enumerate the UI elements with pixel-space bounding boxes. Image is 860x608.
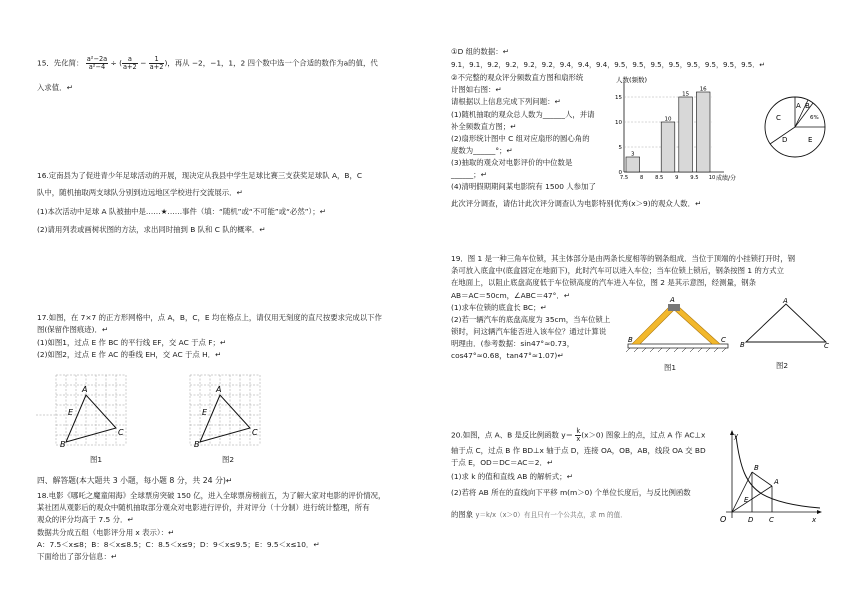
tri-pt-b: B — [740, 341, 745, 349]
hist-y-tick-label: 0 — [618, 170, 622, 176]
hist-bar-label: 15 — [682, 91, 690, 98]
q15-frac-a: $\frac{\text{a²−2a}}{\text{a²−4}}$ — [86, 55, 108, 71]
q20-pt-b: B — [754, 464, 759, 472]
q18-q1b: 补全频数直方图；↵ — [451, 122, 517, 131]
q20-line4: (1)求 k 的值和直线 AB 的解析式；↵ — [451, 472, 573, 481]
q20-pt-a: A — [774, 478, 779, 486]
lock-pt-a: A — [670, 296, 675, 304]
q18-line3: 观众的评分均高于 7.5 分．↵ — [37, 515, 134, 524]
q20-pt-o: O — [720, 515, 727, 524]
q18-q2a: (2)扇形统计图中 C 组对应扇形的圆心角的 — [451, 134, 590, 143]
q19-line3: 在地面上，以阻止底盘高度低于车位锁高度的汽车进入车位，图 2 是其示意图，经测量，钢条 — [451, 278, 757, 287]
q18-q1a: (1)随机抽取的观众总人数为______人，并请 — [451, 110, 595, 119]
fig2-pt-e: E — [202, 408, 208, 417]
lock-left-bar — [632, 306, 678, 344]
q15-frac-b: $\frac{a}{a+2}$ — [122, 55, 137, 71]
q15-line2: 入求值．↵ — [37, 83, 73, 92]
q18-d-group-title: ①D 组的数据：↵ — [451, 47, 509, 56]
q18-note2: 计图如右图：↵ — [451, 85, 502, 94]
pie-label-e: E — [808, 136, 813, 144]
hist-x-tick-label: 9.5 — [690, 175, 699, 181]
q19-line2: 条可放入底盒中(底盒固定在地面下)，此时汽车可以进入车位；当车位锁上锁后，钢条按图 1 的方式立 — [451, 266, 784, 275]
lock-ground-hatch — [626, 348, 726, 352]
q20-pt-c: C — [769, 516, 774, 524]
pie-label-b: B — [805, 102, 810, 110]
tri-pt-c: C — [824, 342, 829, 350]
q17-line2: 图(保留作图痕迹)．↵ — [37, 325, 109, 334]
hist-bar — [696, 92, 710, 172]
hist-x-tick-label: 8.5 — [655, 175, 664, 181]
q17-figure-1 — [36, 370, 166, 450]
q20-line5: (2)若将 AB 所在的直线向下平移 m(m＞0) 个单位长度后，与反比例函数 — [451, 488, 691, 497]
q18-note1: ②不完整的观众评分频数直方图和扇形统 — [451, 73, 584, 82]
lock-ground — [628, 344, 728, 348]
hist-bar — [626, 157, 640, 172]
q17-figure-2 — [180, 370, 290, 450]
q20-line6: 的图象 y＝k/x（x＞0）有且只有一个公共点，求 m 的值． — [451, 510, 627, 519]
q20-line3: 于点 E，OD＝DC＝AC＝2．↵ — [451, 458, 554, 467]
pie-label-a: A — [796, 102, 801, 110]
q17-fig2-label: 图2 — [222, 455, 235, 464]
q18-q4a: (4)清明假期期间某电影院有 1500 人参加了 — [451, 182, 596, 191]
q16-line1: 16.定南县为了促进青少年足球活动的开展，现决定从我县中学生足球比赛三支获奖足球队 A，B，C — [37, 171, 363, 180]
q18-d-group-data: 9.1，9.1，9.2，9.2，9.2，9.2，9.4，9.4，9.4，9.5，9.5，9.5，9.5，9.5，9.5，9.5，9.5．↵ — [451, 61, 766, 69]
q17-line3: (1)如图1，过点 E 作 BC 的平行线 EF，交 AC 于点 F；↵ — [37, 338, 227, 347]
section-4-heading: 四、解答题(本大题共 3 小题，每小题 8 分，共 24 分)↵ — [37, 476, 233, 485]
hist-bar — [679, 97, 693, 172]
q16-line2: 队中，随机抽取两支球队分别到边远地区学校进行交流展示．↵ — [37, 188, 243, 197]
fig2-pt-a: A — [216, 385, 222, 394]
hist-xlabel: 成绩/分 — [716, 175, 737, 182]
q20-line2: 轴于点 C，过点 B 作 BD⊥x 轴于点 D，连接 OA，OB，AB，线段 OA 交 BD — [451, 446, 706, 455]
lock-pt-b: B — [628, 336, 633, 344]
hist-bar-label: 16 — [699, 86, 707, 93]
q15-line1: 15．先化简： $\frac{\text{a²−2a}}{\text{a²−4}}$ ÷ ( $\frac{a}{a+2}$ − $\frac{1}{a+2}$ )，再从 −2，−1，1，2 四个数中选一个合适的数作为a的值，代 — [37, 55, 378, 71]
q19-figure-2 — [740, 298, 832, 350]
q20-figure — [716, 428, 824, 524]
triangle-abc — [746, 304, 826, 342]
q18-line4: 数据共分成五组（电影评分用 x 表示）：↵ — [37, 528, 175, 537]
q19-fig2-label: 图2 — [776, 361, 789, 370]
q20-pt-x: x — [812, 516, 817, 524]
q19-line6: (2)若一辆汽车的底盘高度为 35cm，当车位锁上 — [451, 315, 611, 324]
hist-x-tick-label: 9 — [675, 175, 679, 181]
q20-pt-y: y — [734, 432, 739, 440]
q20-pt-d: D — [748, 516, 754, 524]
q19-line1: 19．图 1 是一种三角车位锁，其主体部分是由两条长度相等的钢条组成．当位于顶端的小挂锁打开时，钢 — [451, 254, 795, 263]
q18-note3: 请根据以上信息完成下列问题：↵ — [451, 97, 561, 106]
pie-label-c: C — [776, 114, 781, 122]
q20-hyperbola — [736, 436, 820, 508]
lock-right-bar — [670, 306, 720, 344]
q19-line7: 锁时，问这辆汽车能否进入该车位？通过计算说 — [451, 327, 607, 336]
q16-line4: (2)请用列表或画树状图的方法，求出同时抽到 B 队和 C 队的概率．↵ — [37, 225, 266, 234]
q18-q4b: 此次评分调查，请估计此次评分调查认为电影特别优秀(x＞9)的观众人数．↵ — [451, 199, 702, 208]
q17-line1: 17.如图，在 7×7 的正方形网格中，点 A，B，C，E 均在格点上，请仅用无刻度的直尺按要求完成以下作 — [37, 313, 382, 322]
q19-line8: 明理由．(参考数据：sin47°≈0.73， — [451, 339, 575, 348]
hist-y-tick-label: 10 — [615, 120, 622, 126]
q19-line9: cos47°≈0.68，tan47°≈1.07)↵ — [451, 351, 564, 360]
q18-q3a: (3)抽取的观众对电影评价的中位数是 — [451, 158, 573, 167]
q19-fig1-label: 图1 — [664, 363, 677, 372]
q17-fig1-label: 图1 — [90, 455, 103, 464]
q18-q3b: ______；↵ — [451, 170, 487, 179]
q18-q2b: 度数为______°；↵ — [451, 146, 513, 155]
fig1-pt-b: B — [60, 440, 66, 449]
hist-bar-label: 3 — [631, 151, 635, 158]
q18-line2: 某社团从观影后的观众中随机抽取部分观众对电影进行评价，并对评分（十分制）进行统计整理，所有 — [37, 503, 370, 512]
hist-bar-label: 10 — [664, 116, 672, 123]
q18-histogram — [610, 74, 750, 186]
q19-line5: (1)求车位锁的底盒长 BC；↵ — [451, 303, 547, 312]
lock-pt-c: C — [721, 336, 726, 344]
q20-pt-e: E — [744, 496, 749, 504]
hist-ylabel: 人数(频数) — [616, 76, 648, 84]
hist-x-tick-label: 8 — [639, 175, 644, 181]
hist-y-tick-label: 15 — [615, 95, 622, 101]
lock-padlock — [668, 304, 680, 311]
hist-y-tick-label: 5 — [618, 145, 622, 151]
fig2-pt-c: C — [252, 428, 258, 437]
fig1-pt-c: C — [118, 428, 124, 437]
q20-seg-ob — [732, 472, 752, 512]
q19-line4: AB＝AC＝50cm，∠ABC＝47°．↵ — [451, 291, 570, 300]
hist-x-tick-label: 7.5 — [619, 175, 629, 181]
q16-line3: (1)本次活动中足球 A 队被抽中是……★……事件（填：“随机”或“不可能”或“必然”）；↵ — [37, 207, 326, 216]
q20-frac-kx: $\frac{k}{x}$ — [576, 427, 581, 443]
fig2-pt-b: B — [194, 440, 200, 449]
q15-frac-c: $\frac{1}{a+2}$ — [149, 55, 164, 71]
q20-x-arrow — [817, 510, 822, 514]
hist-x-tick-label: 10 — [708, 175, 716, 181]
q19-figure-1 — [624, 296, 734, 358]
fig1-pt-a: A — [82, 385, 88, 394]
tri-pt-a: A — [783, 298, 788, 305]
q20-line1: 20.如图，点 A、B 是反比例函数 y＝ $\frac{k}{x}$ (x＞0) 图象上的点，过点 A 作 AC⊥x — [451, 427, 706, 443]
hist-bar — [661, 122, 675, 172]
fig1-pt-e: E — [68, 408, 74, 417]
q18-pie-chart — [760, 92, 830, 162]
q17-line4: (2)如图2，过点 E 作 AC 的垂线 EH，交 AC 于点 H．↵ — [37, 350, 222, 359]
q18-line5: A：7.5＜x≤8；B：8＜x≤8.5；C：8.5＜x≤9；D：9＜x≤9.5；E：9.5＜x≤10．↵ — [37, 540, 320, 549]
q18-line1: 18.电影《哪吒之魔童闹海》全球票房突破 150 亿，进入全球票房榜前五，为了解大家对电影的评价情况， — [37, 491, 386, 500]
q20-seg-ab — [752, 472, 772, 486]
pie-label-pct: 6% — [810, 115, 819, 121]
q18-line6: 下面给出了部分信息：↵ — [37, 552, 118, 561]
pie-label-d: D — [782, 136, 788, 144]
